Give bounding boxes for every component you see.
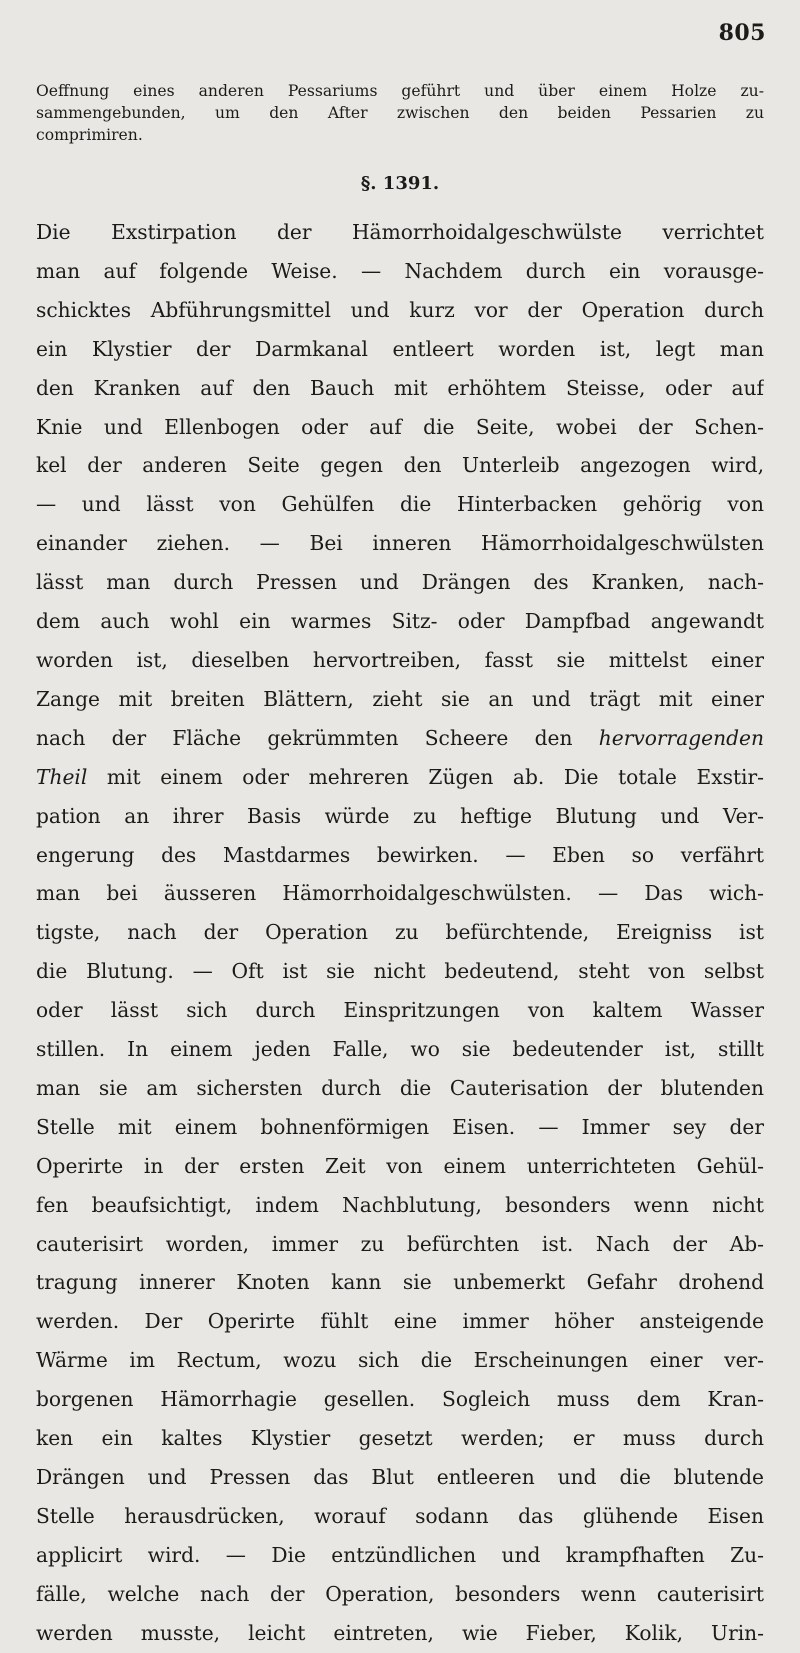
text-line: den Kranken auf den Bauch mit erhöhtem Steisse, oder auf (36, 375, 764, 400)
text-line: Operirte in der ersten Zeit von einem unterrichteten Gehül- (36, 1153, 764, 1178)
emphasized-word: Theil (36, 764, 88, 789)
text-line: engerung des Mastdarmes bewirken. — Eben so verfährt (36, 842, 764, 867)
text-line: pation an ihrer Basis würde zu heftige Blutung und Ver- (36, 803, 764, 828)
body-paragraph (36, 213, 764, 1653)
text-line: lässt man durch Pressen und Drängen des Kranken, nach- (36, 570, 764, 595)
text-line: Zange mit breiten Blättern, zieht sie an und trägt mit einer (36, 686, 764, 711)
text-line: Drängen und Pressen das Blut entleeren und die blutende (36, 1465, 764, 1489)
text-line-with-emphasis (36, 719, 764, 758)
text-segment: mit einem oder mehreren Zügen ab. Die totale Exstir- (106, 764, 764, 789)
text-line: stillen. In einem jeden Falle, wo sie bedeutender ist, stillt (36, 1037, 764, 1062)
text-line: tragung innerer Knoten kann sie unbemerkt Gefahr drohend (36, 1270, 764, 1295)
text-line: man auf folgende Weise. — Nachdem durch ein vorausge- (36, 258, 764, 283)
text-line: werden. Der Operirte fühlt eine immer höher ansteigende (36, 1309, 764, 1334)
footnote (36, 80, 764, 146)
page-number: 805 (718, 20, 766, 46)
text-line: kel der anderen Seite gegen den Unterleib angezogen wird, (36, 453, 764, 478)
text-line: Die Exstirpation der Hämorrhoidalgeschwülste verrichtet (36, 220, 764, 244)
text-line: Stelle herausdrücken, worauf sodann das glühende Eisen (36, 1503, 764, 1528)
text-line: einander ziehen. — Bei inneren Hämorrhoidalgeschwülsten (36, 531, 764, 556)
text-line: Wärme im Rectum, wozu sich die Erscheinungen einer ver- (36, 1348, 764, 1373)
footnote-line: comprimiren. (36, 126, 143, 144)
section-heading: §. 1391. (360, 173, 440, 194)
text-line: man bei äusseren Hämorrhoidalgeschwülsten. — Das wich- (36, 881, 764, 906)
text-line: oder lässt sich durch Einspritzungen von kaltem Wasser (36, 998, 764, 1023)
emphasized-word: hervorragenden (598, 725, 764, 750)
text-line: fälle, welche nach der Operation, besonders wenn cauterisirt (36, 1581, 764, 1606)
text-line: ken ein kaltes Klystier gesetzt werden; er muss durch (36, 1426, 764, 1451)
text-line: man sie am sichersten durch die Cauterisation der blutenden (36, 1075, 764, 1100)
text-line-with-emphasis (36, 758, 764, 797)
text-line: Knie und Ellenbogen oder auf die Seite, wobei der Schen- (36, 414, 764, 439)
text-line: tigste, nach der Operation zu befürchtende, Ereigniss ist (36, 920, 764, 945)
text-line: schicktes Abführungsmittel und kurz vor der Operation durch (36, 297, 764, 322)
text-line: werden musste, leicht eintreten, wie Fieber, Kolik, Urin- (36, 1620, 764, 1645)
text-line: dem auch wohl ein warmes Sitz- oder Dampfbad angewandt (36, 609, 764, 634)
text-line: ein Klystier der Darmkanal entleert worden ist, legt man (36, 336, 764, 361)
text-line: applicirt wird. — Die entzündlichen und krampfhaften Zu- (36, 1542, 764, 1567)
footnote-line: sammengebunden, um den After zwischen den beiden Pessarien zu (36, 104, 764, 122)
text-line: — und lässt von Gehülfen die Hinterbacken gehörig von (36, 492, 764, 517)
text-line: Stelle mit einem bohnenförmigen Eisen. — Immer sey der (36, 1114, 764, 1139)
text-line: fen beaufsichtigt, indem Nachblutung, besonders wenn nicht (36, 1192, 764, 1217)
footnote-line: Oeffnung eines anderen Pessariums geführt und über einem Holze zu- (36, 82, 764, 100)
text-line: cauterisirt worden, immer zu befürchten ist. Nach der Ab- (36, 1231, 764, 1256)
text-line: borgenen Hämorrhagie gesellen. Sogleich muss dem Kran- (36, 1387, 764, 1412)
text-line: die Blutung. — Oft ist sie nicht bedeutend, steht von selbst (36, 959, 764, 984)
text-line: worden ist, dieselben hervortreiben, fasst sie mittelst einer (36, 647, 764, 672)
text-segment: nach der Fläche gekrümmten Scheere den (36, 725, 573, 750)
